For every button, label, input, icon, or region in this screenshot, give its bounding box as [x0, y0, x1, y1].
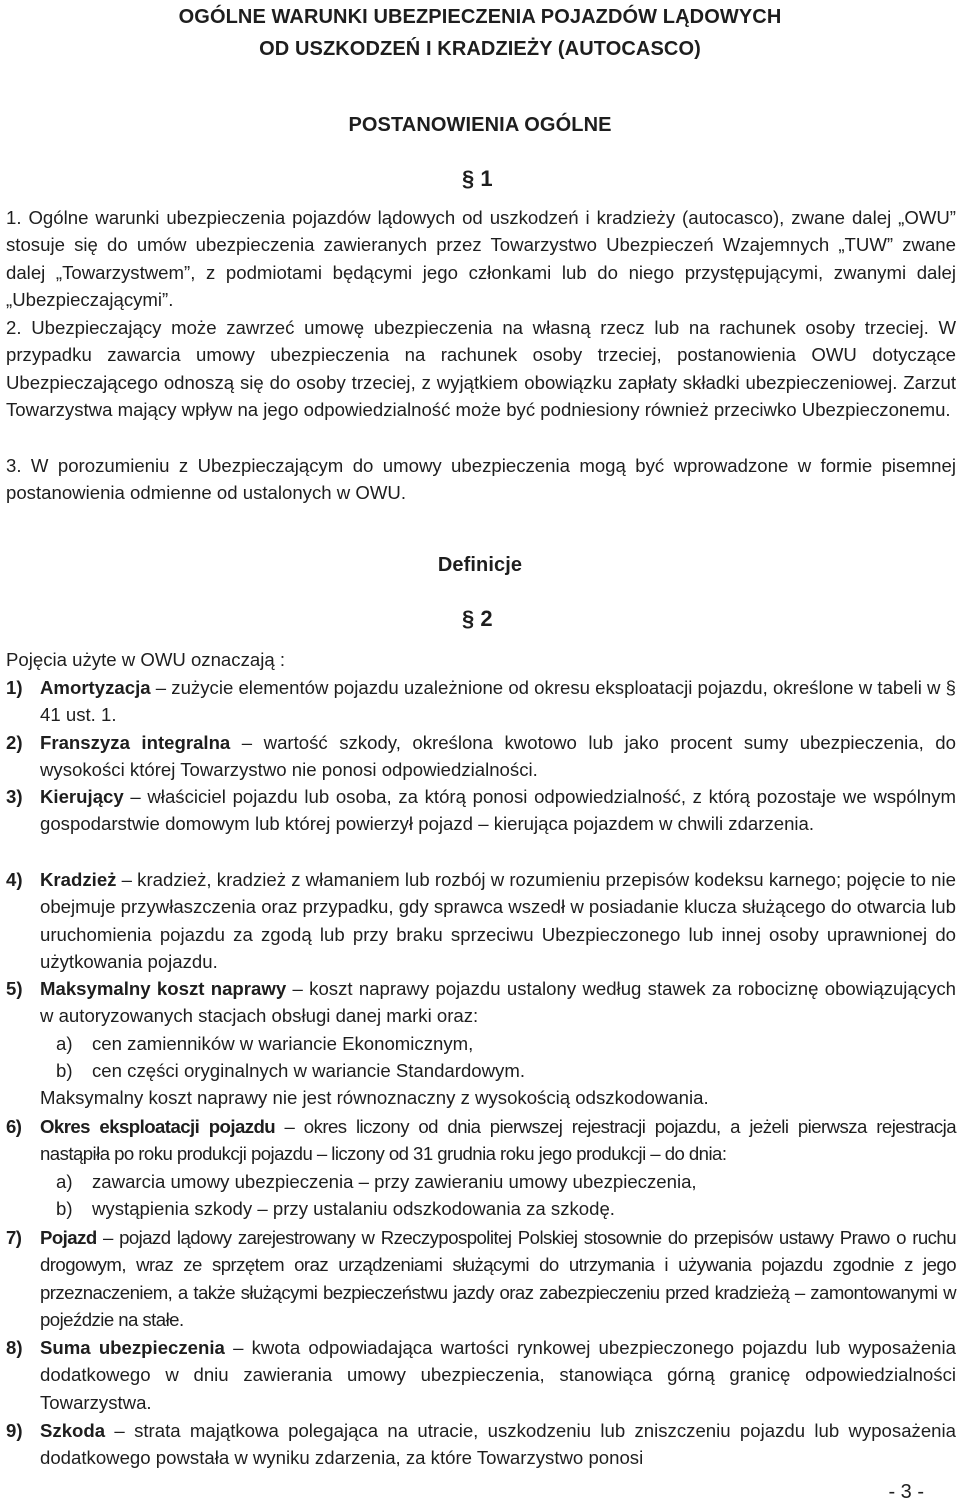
definition-text: – koszt naprawy pojazdu ustalony według stawek za robociznę obowiązujących w autoryzowanych stacjach obsługi danej marki oraz:	[40, 978, 957, 1027]
section-heading-definitions: Definicje	[437, 554, 523, 576]
definition-term: Kradzież	[40, 869, 117, 890]
definition-term: Okres eksploatacji pojazdu	[40, 1116, 276, 1137]
definition-term: Maksymalny koszt naprawy	[40, 978, 287, 999]
subitem-text: cen części oryginalnych w wariancie Standardowym.	[92, 1060, 526, 1081]
definition-item	[6, 674, 956, 729]
definition-text: – zużycie elementów pojazdu uzależnione od okresu eksploatacji pojazdu, określone w tabeli w § 41 ust. 1.	[40, 677, 956, 726]
section-mark-1: § 1	[462, 166, 493, 191]
definition-number: 3)	[6, 786, 23, 807]
subitem-label: b)	[56, 1060, 73, 1081]
paragraph-text: W porozumieniu z Ubezpieczającym do umowy ubezpieczenia mogą być wprowadzone w formie pisemnej postanowienia odmienne od ustalonych w OWU.	[6, 455, 956, 504]
definition-item	[6, 1417, 956, 1472]
paragraph-number: 3.	[6, 455, 22, 476]
definition-number: 4)	[6, 869, 23, 890]
definition-number: 5)	[6, 978, 23, 999]
definition-item	[6, 1334, 956, 1416]
paragraph-text: Ogólne warunki ubezpieczenia pojazdów lądowych od uszkodzeń i kradzieży (autocasco), zwane dalej „OWU” stosuje się do umów ubezpieczenia zawieranych przez Towarzystwo Ubezpieczeń Wzajemnych „TUW” zwane dalej „Towarzystwem”, z podmiotami będącymi jego członkami lub do niego przystępującymi, zwanymi dalej „Ubezpieczającymi”.	[6, 207, 956, 311]
definition-number: 7)	[6, 1227, 22, 1248]
definition-item	[6, 1224, 956, 1334]
section-heading-general-provisions: POSTANOWIENIA OGÓLNE	[348, 114, 612, 136]
paragraph-text: Ubezpieczający może zawrzeć umowę ubezpieczenia na własną rzecz lub na rachunek osoby trzeciej. W przypadku zawarcia umowy ubezpieczenia na rachunek osoby trzeciej, postanowienia OWU dotyczące Ubezpieczającego odnoszą się do osoby trzeciej, z wyjątkiem obowiązku zapłaty składki ubezpieczeniowej. Zarzut Towarzystwa mający wpływ na jego odpowiedzialność może być podniesiony również przeciwko Ubezpieczonemu.	[6, 317, 956, 421]
definition-subitem	[56, 1168, 697, 1195]
definition-text: – wartość szkody, określona kwotowo lub jako procent sumy ubezpieczenia, do wysokości której Towarzystwo nie ponosi odpowiedzialności.	[40, 732, 956, 781]
definition-text: – kwota odpowiadająca wartości rynkowej ubezpieczonego pojazdu lub wyposażenia dodatkowego w dniu zawierania umowy ubezpieczenia, stanowiąca górną granicę odpowiedzialności Towarzystwa.	[40, 1337, 956, 1413]
document-title-line2: OD USZKODZEŃ I KRADZIEŻY (AUTOCASCO)	[259, 38, 701, 60]
subitem-label: a)	[56, 1033, 73, 1054]
subitem-label: a)	[56, 1171, 73, 1192]
definition-term: Kierujący	[40, 786, 124, 807]
definition-item	[6, 1113, 956, 1168]
definition-text: – strata majątkowa polegająca na utracie, uszkodzeniu lub zniszczeniu pojazdu lub wyposażenia dodatkowego powstała w wyniku zdarzenia, za które Towarzystwo ponosi	[40, 1420, 956, 1469]
document-title-line1: OGÓLNE WARUNKI UBEZPIECZENIA POJAZDÓW LĄDOWYCH	[178, 6, 782, 28]
subitem-text: zawarcia umowy ubezpieczenia – przy zawieraniu umowy ubezpieczenia,	[92, 1171, 697, 1192]
definition-text: – okres liczony od dnia pierwszej rejestracji pojazdu, a jeżeli pierwsza rejestracja nastąpiła po roku produkcji pojazdu – liczony od 31 grudnia roku jego produkcji – do dnia:	[40, 1116, 956, 1165]
definition-text: – pojazd lądowy zarejestrowany w Rzeczypospolitej Polskiej stosownie do przepisów ustawy Prawo o ruchu drogowym, wraz ze sprzętem oraz urządzeniami służącymi do utrzymania i używania pojazdu zgodnie z jego przeznaczeniem, a także służącymi bezpieczeństwu jazdy oraz zabezpieczeniu przed kradzieżą – zamontowanymi w pojeździe na stałe.	[40, 1227, 956, 1331]
subitem-text: wystąpienia szkody – przy ustalaniu odszkodowania za szkodę.	[92, 1198, 615, 1219]
definition-number: 2)	[6, 732, 23, 753]
paragraph-2	[6, 314, 956, 424]
definition-term: Szkoda	[40, 1420, 106, 1441]
definition-term: Franszyza integralna	[40, 732, 231, 753]
definition-subitem	[56, 1057, 525, 1084]
definition-text: – właściciel pojazdu lub osoba, za którą ponosi odpowiedzialność, z którą pozostaje we wspólnym gospodarstwie domowym lub której powierzył pojazd – kierująca pojazdem w chwili zdarzenia.	[40, 786, 956, 835]
definition-text: – kradzież, kradzież z włamaniem lub rozbój w rozumieniu przepisów kodeksu karnego; pojęcie to nie obejmuje przywłaszczenia oraz przypadku, gdy sprawca wszedł w posiadanie klucza służącego do otwarcia lub uruchomienia pojazdu za zgodą lub przy braku sprzeciwu Ubezpieczonego lub innej osoby uprawnionej do użytkowania pojazdu.	[40, 869, 956, 973]
definition-number: 6)	[6, 1116, 22, 1137]
page-number: - 3 -	[888, 1481, 924, 1503]
paragraph-number: 1.	[6, 207, 22, 228]
definition-number: 9)	[6, 1420, 23, 1441]
definition-item	[6, 729, 956, 784]
definition-item	[6, 866, 956, 976]
definition-term: Suma ubezpieczenia	[40, 1337, 225, 1358]
subitem-text: cen zamienników w wariancie Ekonomicznym,	[92, 1033, 474, 1054]
definition-term: Amortyzacja	[40, 677, 151, 698]
definition-term: Pojazd	[40, 1227, 97, 1248]
paragraph-number: 2.	[6, 317, 22, 338]
definitions-intro: Pojęcia użyte w OWU oznaczają :	[6, 649, 286, 670]
definition-note: Maksymalny koszt naprawy nie jest równoznaczny z wysokością odszkodowania.	[40, 1087, 709, 1108]
definition-subitem	[56, 1030, 473, 1057]
definition-number: 1)	[6, 677, 23, 698]
definition-number: 8)	[6, 1337, 23, 1358]
paragraph-3	[6, 452, 956, 507]
paragraph-1	[6, 204, 956, 314]
definition-item	[6, 783, 956, 838]
subitem-label: b)	[56, 1198, 73, 1219]
definition-subitem	[56, 1195, 615, 1222]
section-mark-2: § 2	[462, 606, 493, 631]
definition-item	[6, 975, 956, 1030]
